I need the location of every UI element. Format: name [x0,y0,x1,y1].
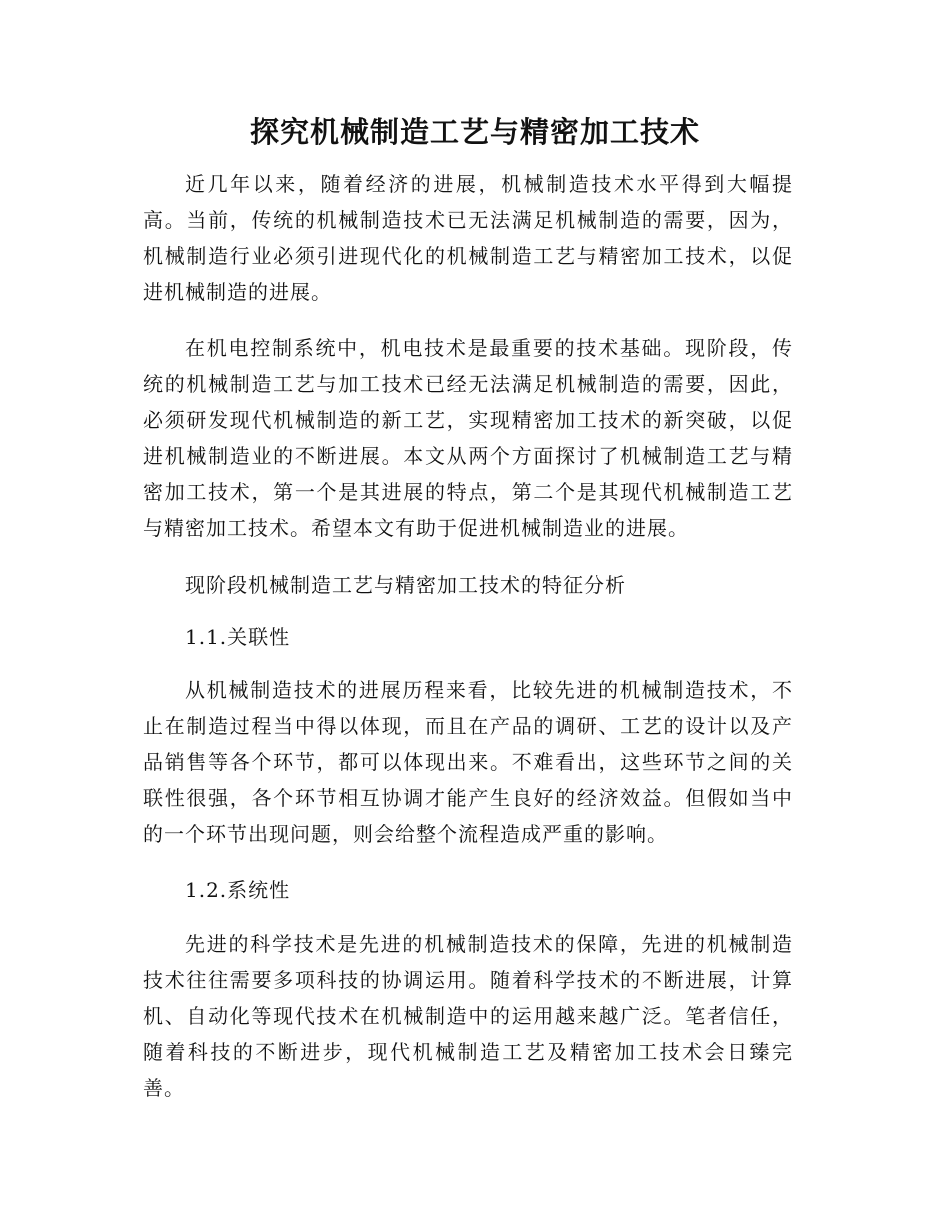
subsection-heading-systematic: 1.2.系统性 [185,878,291,902]
section-heading: 现阶段机械制造工艺与精密加工技术的特征分析 [185,573,626,597]
systematic-paragraph: 先进的科学技术是先进的机械制造技术的保障，先进的机械制造技术往往需要多项科技的协调运用。随着科学技术的不断进展，计算机、自动化等现代技术在机械制造中的运用越来越广泛。笔者信任，随着科技的不断进步，现代机械制造工艺及精密加工技术会日臻完善。 [143,932,793,1100]
intro-paragraph: 近几年以来，随着经济的进展，机械制造技术水平得到大幅提高。当前，传统的机械制造技术已无法满足机械制造的需要，因为，机械制造行业必须引进现代化的机械制造工艺与精密加工技术，以促进机械制造的进展。 [143,172,793,304]
page-title: 探究机械制造工艺与精密加工技术 [249,115,700,149]
background-paragraph: 在机电控制系统中，机电技术是最重要的技术基础。现阶段，传统的机械制造工艺与加工技术已经无法满足机械制造的需要，因此，必须研发现代机械制造的新工艺，实现精密加工技术的新突破，以促进机械制造业的不断进展。本文从两个方面探讨了机械制造工艺与精密加工技术，第一个是其进展的特点，第二个是其现代机械制造工艺与精密加工技术。希望本文有助于促进机械制造业的进展。 [143,336,793,540]
subsection-heading-relevance: 1.1.关联性 [185,625,291,649]
relevance-paragraph: 从机械制造技术的进展历程来看，比较先进的机械制造技术，不止在制造过程当中得以体现，而且在产品的调研、工艺的设计以及产品销售等各个环节，都可以体现出来。不难看出，这些环节之间的关联性很强，各个环节相互协调才能产生良好的经济效益。但假如当中的一个环节出现问题，则会给整个流程造成严重的影响。 [143,678,793,846]
